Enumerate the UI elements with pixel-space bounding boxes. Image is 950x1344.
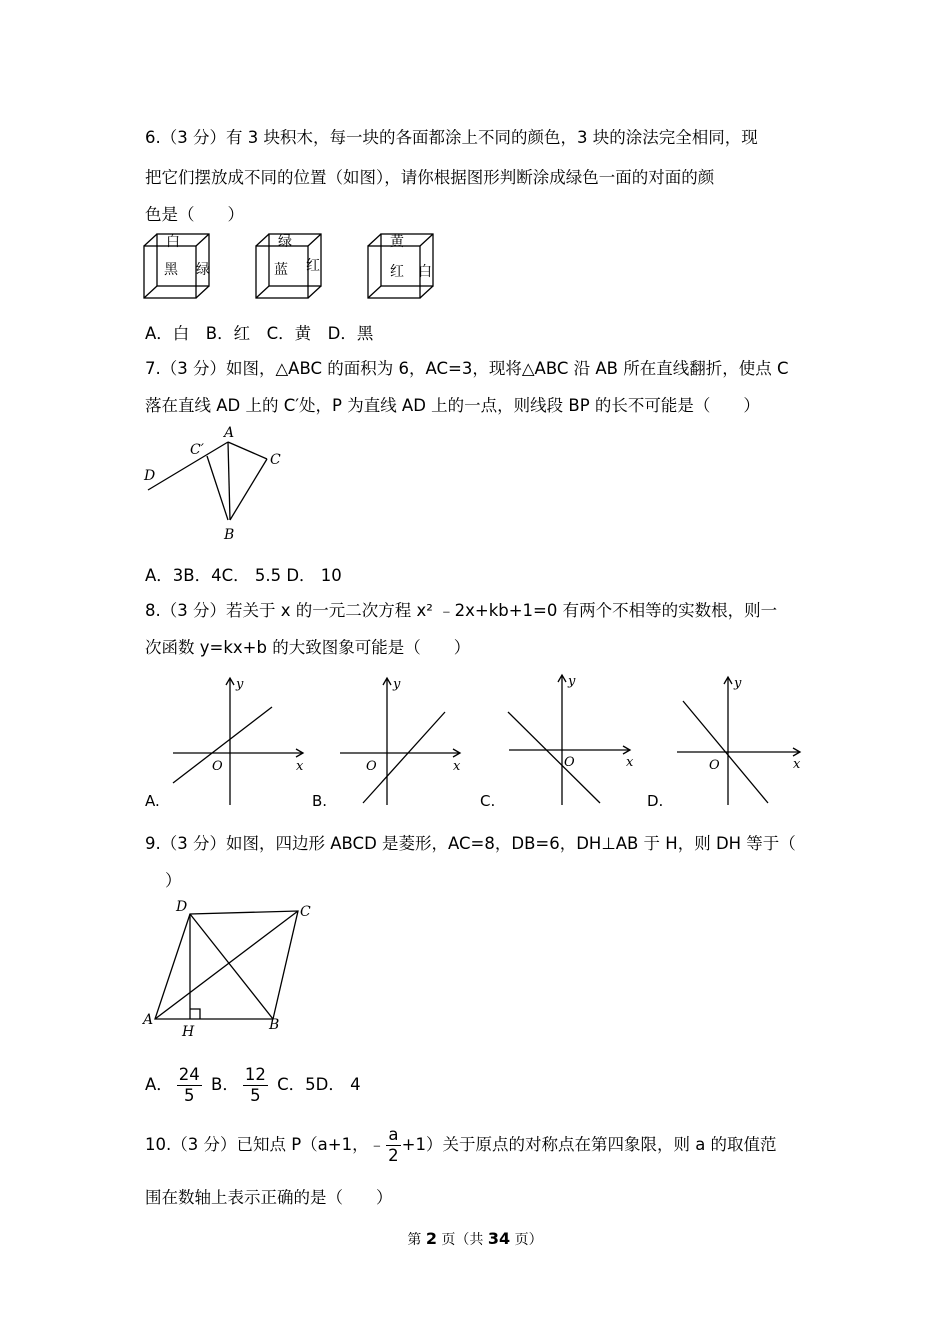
q9-label-a: A [143,1012,154,1028]
q8-a-x: x [296,759,304,774]
q8-c-o: O [564,755,575,770]
q8-option-d: D. [647,792,664,810]
cube-1-front: 黑 [164,262,178,278]
q8-d-x: x [793,757,801,772]
page-number: 2 [425,1229,437,1248]
q9-label-h: H [182,1024,195,1040]
q8-option-b: B. [312,792,328,810]
q8-graph-c [508,675,630,805]
q9-frac-a: $\frac{24}{5}$ [178,1065,200,1105]
cube-1-top: 白 [166,234,180,250]
q10-line2: 围在数轴上表示正确的是（ ） [145,1188,393,1207]
q6-line1: 6.（3 分）有 3 块积木，每一块的各面都涂上不同的颜色，3 块的涂法完全相同，现 [145,128,758,147]
q7-label-cprime: C′ [190,442,204,458]
cube-1 [144,234,210,298]
q9-frac-b: $\frac{12}{5}$ [244,1065,266,1105]
q7-label-c: C [270,452,281,468]
q9-option-b: B． [211,1075,239,1094]
q8-d-o: O [709,758,720,773]
q10-frac: $\frac{a}{2}$ [388,1125,399,1165]
page-footer: 第 2 页（共 34 页） [407,1229,543,1248]
cube-3-front: 红 [390,264,404,280]
q8-a-o: O [212,759,223,774]
q8-b-y: y [393,677,401,692]
q7-line1: 7.（3 分）如图，△ABC 的面积为 6，AC=3，现将△ABC 沿 AB 所在直线翻折，使点 C [145,359,789,378]
q7-options: A．3B．4C． 5.5 D． 10 [145,566,342,585]
q9-figure [140,896,330,1041]
q7-line2: 落在直线 AD 上的 C′处，P 为直线 AD 上的一点，则线段 BP 的长不可能是（ ） [145,396,760,415]
q9-options [145,1062,361,1108]
q10-suffix: +1）关于原点的对称点在第四象限，则 a 的取值范 [401,1135,777,1154]
cube-2-top: 绿 [278,234,292,250]
q8-line1: 8.（3 分）若关于 x 的一元二次方程 x² ﹣2x+kb+1=0 有两个不相等的实数根，则一 [145,601,778,620]
q6-cubes-figure [140,232,440,304]
q6-options: A．白 B．红 C．黄 D．黑 [145,324,374,343]
cube-3 [368,234,433,298]
total-pages: 34 [487,1229,511,1248]
q7-label-b: B [224,527,235,543]
q9-label-d: D [176,899,188,915]
q8-graph-d [677,677,800,805]
q9-label-c: C [300,904,311,920]
cube-2-front: 蓝 [274,262,288,278]
q8-graph-a [173,678,303,805]
q8-c-x: x [626,755,634,770]
q9-label-b: B [269,1017,280,1033]
q8-b-x: x [453,759,461,774]
q7-label-a: A [224,425,235,441]
q8-option-c: C. [480,792,496,810]
q9-line2: ） [165,871,182,890]
q8-c-y: y [568,674,576,689]
q8-line2: 次函数 y=kx+b 的大致图象可能是（ ） [145,638,471,657]
q8-d-y: y [734,676,742,691]
cube-2 [256,234,321,298]
q10-prefix: 10.（3 分）已知点 P（a+1，﹣ [145,1135,386,1154]
q6-line2: 把它们摆放成不同的位置（如图），请你根据图形判断涂成绿色一面的对面的颜 [145,168,715,187]
q8-a-y: y [236,677,244,692]
cube-2-side: 红 [306,258,320,274]
q6-line3: 色是（ ） [145,205,244,224]
q9-option-rest: C．5D． 4 [277,1075,361,1094]
q7-figure [140,422,300,547]
q8-option-a: A. [145,792,160,810]
cube-3-side: 白 [418,264,432,280]
q8-graph-b [340,678,460,805]
q7-label-d: D [144,468,156,484]
cube-1-side: 绿 [196,262,210,278]
q9-line1: 9.（3 分）如图，四边形 ABCD 是菱形，AC=8，DB=6，DH⊥AB 于 H，则 DH 等于（ [145,834,796,853]
q10-line1 [145,1122,777,1168]
q8-graphs-figure [140,670,820,810]
q9-option-a: A． [145,1075,173,1094]
q8-b-o: O [366,759,377,774]
cube-3-top: 黄 [390,234,404,250]
